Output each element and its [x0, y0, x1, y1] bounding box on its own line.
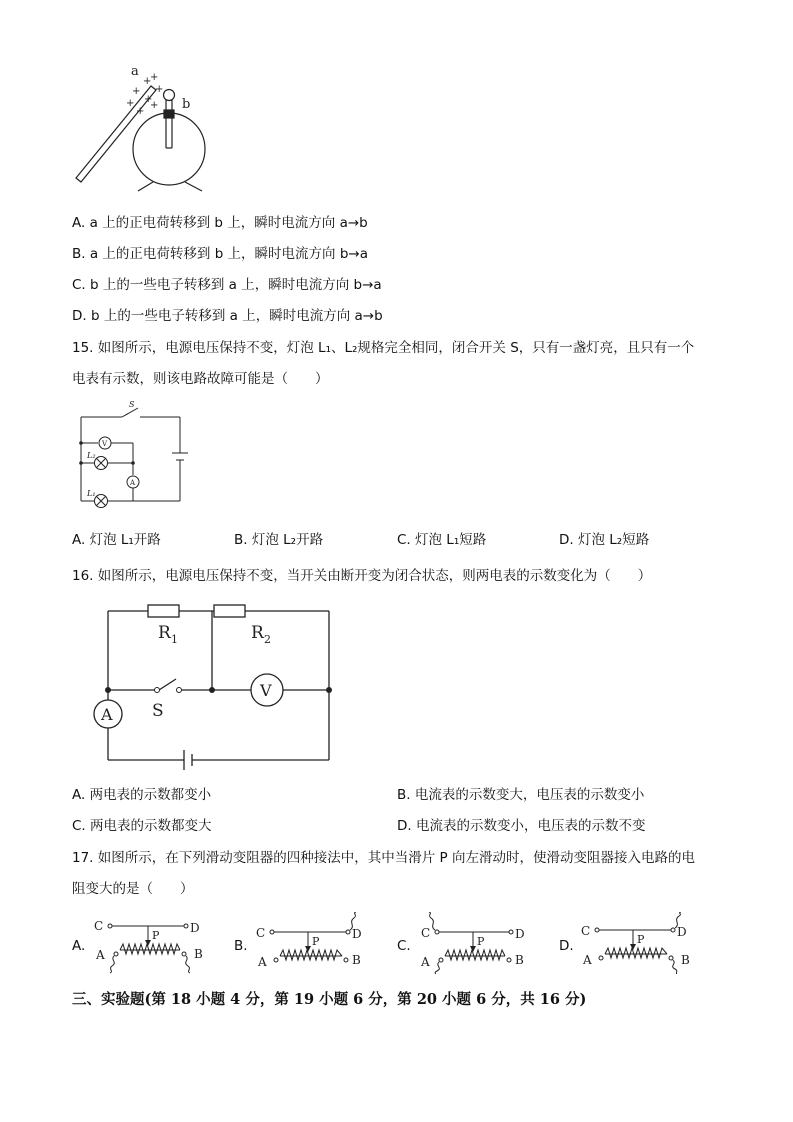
svg-text:D: D [677, 925, 687, 939]
voltmeter-v: V [102, 440, 108, 448]
ammeter-a: A [130, 479, 136, 487]
svg-text:P: P [637, 933, 645, 946]
q16-option-d: D. 电流表的示数变小，电压表的示数不变 [397, 818, 646, 834]
label-l1: L₁ [87, 489, 96, 498]
svg-text:B: B [681, 953, 690, 967]
svg-text:C: C [581, 924, 591, 938]
q15-stem-line2: 电表有示数，则该电路故障可能是（ ） [72, 371, 329, 387]
label-r2: R [251, 623, 264, 643]
q16-circuit-figure [90, 598, 340, 770]
svg-text:C: C [94, 919, 104, 933]
svg-text:P: P [152, 929, 160, 942]
q17-option-d: D. C D P A B [559, 912, 699, 974]
q15-stem-line1: 15. 如图所示，电源电压保持不变，灯泡 L₁、L₂规格完全相同，闭合开关 S，只有一盏灯亮，且只有一个 [72, 340, 695, 356]
q15-option-d: D. 灯泡 L₂短路 [559, 532, 650, 548]
svg-text:+: + [150, 72, 159, 83]
svg-text:P: P [477, 935, 485, 948]
q17-option-b: B. C D P A B [234, 912, 374, 974]
svg-text:A: A [583, 953, 592, 967]
label-r2-sub: 2 [264, 633, 271, 646]
svg-text:+: + [126, 98, 135, 109]
svg-text:A: A [258, 955, 267, 969]
svg-text:D: D [352, 927, 362, 941]
label-s: S [152, 701, 164, 721]
label-b: b [182, 97, 191, 112]
q15-circuit-figure [70, 396, 195, 510]
svg-text:+: + [144, 94, 153, 105]
ammeter-a: A [101, 705, 113, 724]
q17-stem-line1: 17. 如图所示，在下列滑动变阻器的四种接法中，其中当滑片 P 向左滑动时，使滑动变阻器接入电路的电 [72, 850, 695, 866]
voltmeter-v: V [260, 681, 272, 700]
q17-option-a: A. C D P A B [72, 912, 212, 974]
q16-option-b: B. 电流表的示数变大，电压表的示数变小 [397, 787, 645, 803]
electroscope-figure [70, 62, 220, 194]
label-l2: L₂ [87, 451, 96, 460]
q17-option-c: C. C D P A B [397, 912, 537, 974]
svg-text:D: D [515, 927, 525, 941]
label-a: a [131, 64, 139, 79]
svg-text:B: B [515, 953, 524, 967]
svg-text:+: + [143, 76, 152, 87]
svg-text:A: A [421, 955, 430, 969]
label-s: S [129, 400, 135, 409]
svg-text:+: + [136, 106, 145, 117]
q15-option-b: B. 灯泡 L₂开路 [234, 532, 324, 548]
svg-text:+: + [132, 86, 141, 97]
q16-option-c: C. 两电表的示数都变大 [72, 818, 212, 834]
svg-text:A: A [96, 948, 105, 962]
q16-stem: 16. 如图所示，电源电压保持不变，当开关由断开变为闭合状态，则两电表的示数变化为（ ） [72, 568, 652, 584]
q14-option-d: D. b 上的一些电子转移到 a 上，瞬时电流方向 a→b [72, 308, 383, 324]
q14-option-a: A. a 上的正电荷转移到 b 上，瞬时电流方向 a→b [72, 215, 368, 231]
svg-text:C: C [256, 926, 266, 940]
svg-text:B: B [352, 953, 361, 967]
svg-text:B: B [194, 947, 203, 961]
q14-option-b: B. a 上的正电荷转移到 b 上，瞬时电流方向 b→a [72, 246, 369, 262]
svg-text:D: D [190, 921, 200, 935]
svg-text:P: P [312, 935, 320, 948]
q16-option-a: A. 两电表的示数都变小 [72, 787, 212, 803]
section-heading: 三、实验题(第 18 小题 4 分，第 19 小题 6 分，第 20 小题 6 分，共 16 分) [72, 991, 587, 1008]
q15-option-c: C. 灯泡 L₁短路 [397, 532, 487, 548]
q15-option-a: A. 灯泡 L₁开路 [72, 532, 161, 548]
q17-stem-line2: 阻变大的是（ ） [72, 881, 194, 897]
svg-text:+: + [155, 84, 164, 95]
label-r1-sub: 1 [171, 633, 178, 646]
q14-option-c: C. b 上的一些电子转移到 a 上，瞬时电流方向 b→a [72, 277, 382, 293]
label-r1: R [158, 623, 171, 643]
svg-text:C: C [421, 926, 431, 940]
svg-text:+: + [150, 100, 159, 111]
